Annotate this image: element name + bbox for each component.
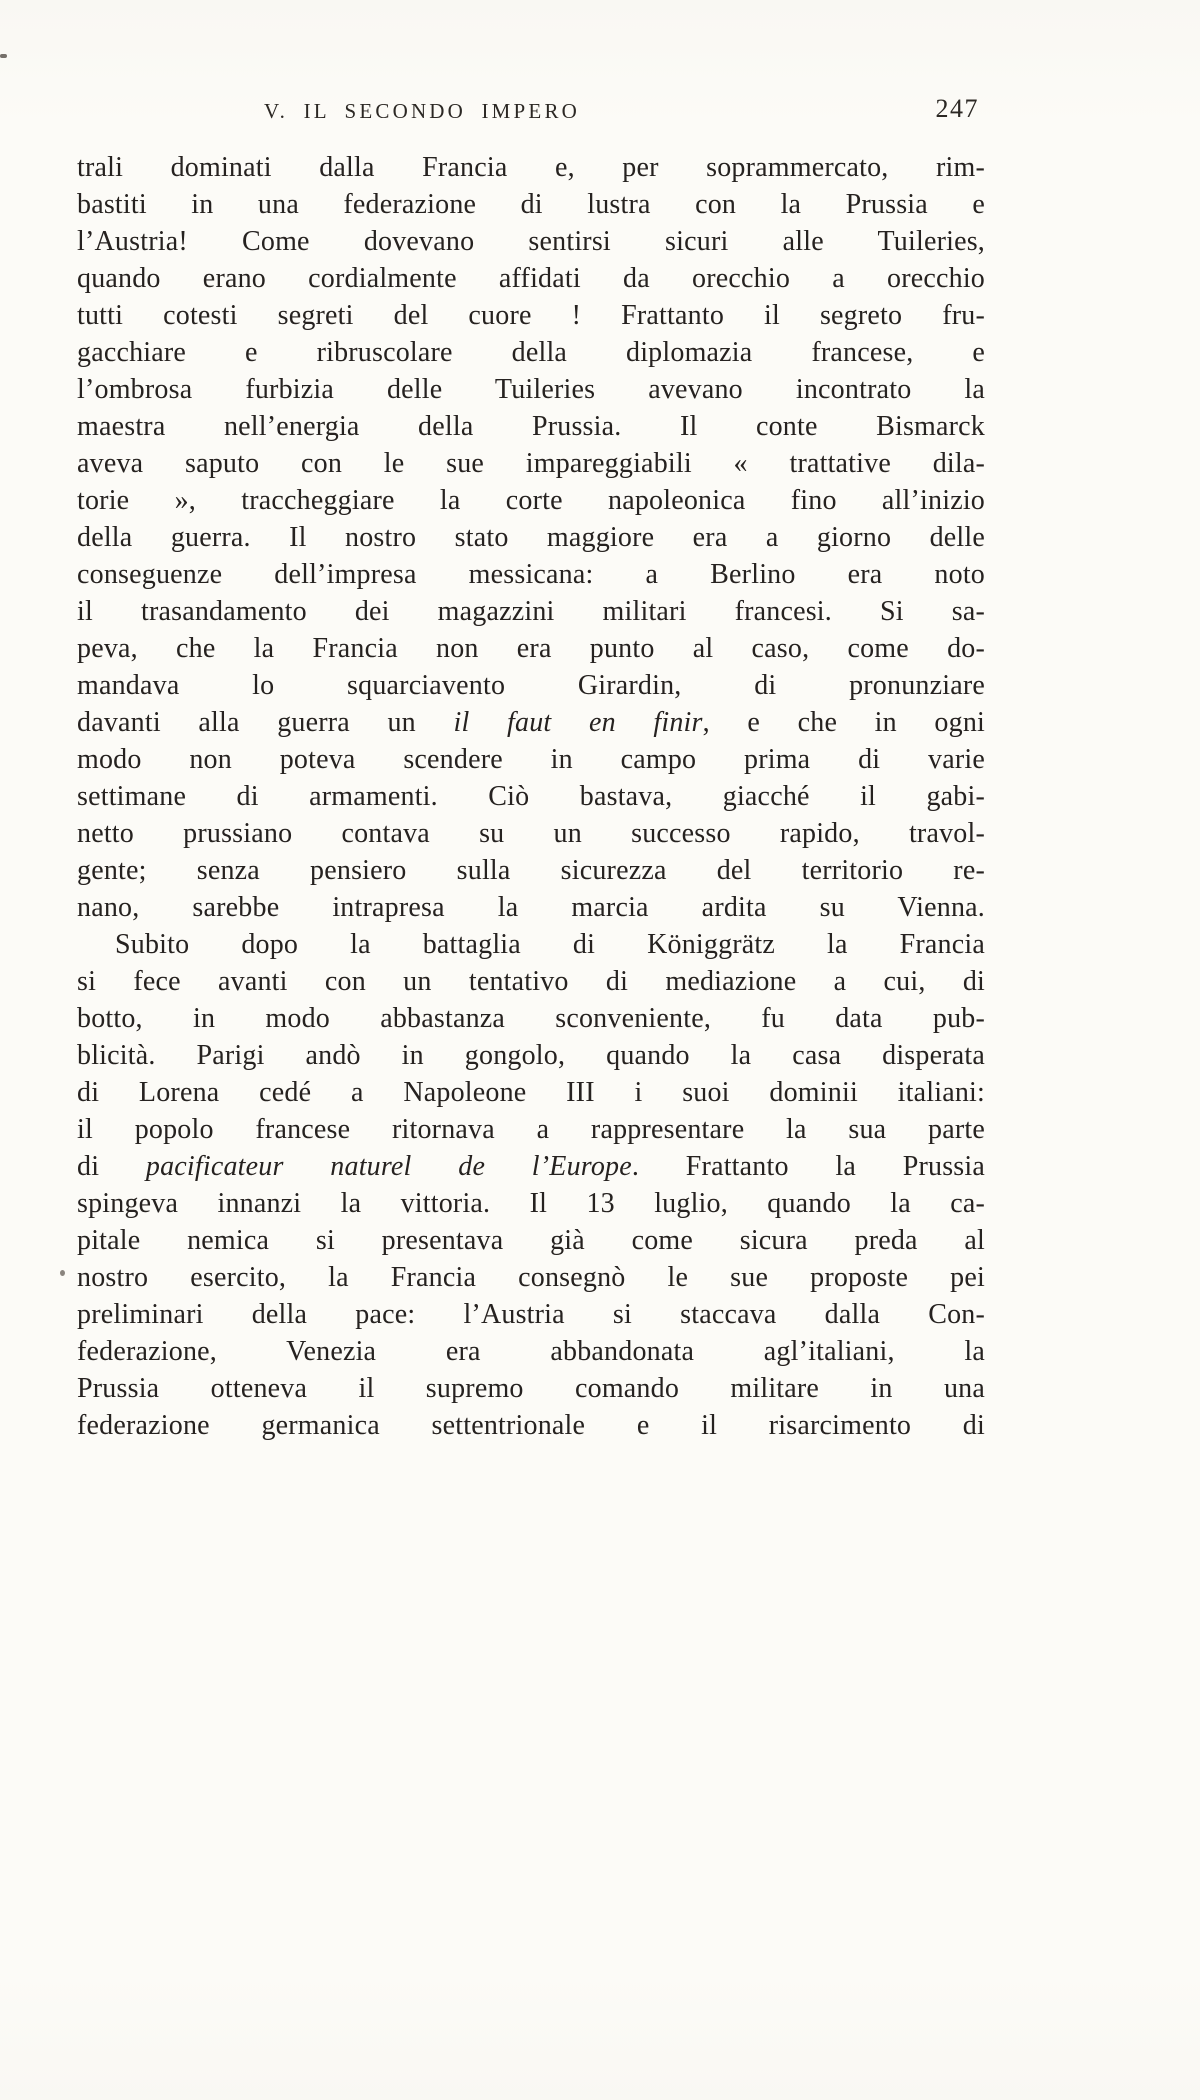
text-segment: preliminari della pace: l’Austria si staccava dalla Con- [77,1299,985,1330]
text-segment: di Lorena cedé a Napoleone III i suoi dominii italiani: [77,1077,985,1108]
text-line [77,1407,985,1444]
text-segment: federazione, Venezia era abbandonata agl’italiani, la [77,1336,985,1367]
text-line [77,334,985,371]
text-segment: si fece avanti con un tentativo di mediazione a cui, di [77,966,985,997]
text-segment: l’Austria! Come dovevano sentirsi sicuri alle Tuileries, [77,226,985,257]
text-segment: l’ombrosa furbizia delle Tuileries avevano incontrato la [77,374,985,405]
text-line [77,519,985,556]
text-segment: nostro esercito, la Francia consegnò le sue proposte pei [77,1262,985,1293]
italic-phrase: il faut en finir [453,707,703,738]
text-segment: federazione germanica settentrionale e il risarcimento di [77,1410,985,1441]
text-line [77,149,985,186]
text-line [77,260,985,297]
text-segment: il popolo francese ritornava a rappresentare la sua parte [77,1114,985,1145]
text-segment: pitale nemica si presentava già come sicura preda al [77,1225,985,1256]
text-segment: davanti alla guerra un [77,707,454,738]
text-segment: Prussia otteneva il supremo comando militare in una [77,1373,985,1404]
text-line [77,926,985,963]
text-segment: botto, in modo abbastanza sconveniente, fu data pub- [77,1003,985,1034]
text-segment: quando erano cordialmente affidati da orecchio a orecchio [77,263,985,294]
text-line [77,1037,985,1074]
text-line [77,408,985,445]
page-header [77,96,985,130]
text-segment: nano, sarebbe intrapresa la marcia ardita su Vienna. [77,892,985,923]
text-segment: gacchiare e ribruscolare della diplomazia francese, e [77,337,985,368]
scan-artifact [60,1270,65,1276]
text-line [77,186,985,223]
text-segment: modo non poteva scendere in campo prima di varie [77,744,985,775]
text-line [77,556,985,593]
text-line [77,963,985,1000]
scan-artifact [0,54,7,58]
text-line [77,1333,985,1370]
text-line [77,482,985,519]
text-line [77,1111,985,1148]
text-line [77,852,985,889]
text-segment: mandava lo squarciavento Girardin, di pronunziare [77,670,985,701]
text-segment: il trasandamento dei magazzini militari francesi. Si sa- [77,596,985,627]
text-segment: gente; senza pensiero sulla sicurezza del territorio re- [77,855,985,886]
italic-phrase: pacificateur naturel de l’Europe [145,1151,632,1182]
text-line [77,778,985,815]
text-line [77,1185,985,1222]
text-line [77,1222,985,1259]
text-line [77,1370,985,1407]
text-segment: Subito dopo la battaglia di Königgrätz la Francia [115,929,985,960]
text-line [77,371,985,408]
text-line [77,889,985,926]
text-segment: conseguenze dell’impresa messicana: a Berlino era noto [77,559,985,590]
text-segment: di [77,1151,146,1182]
text-segment: netto prussiano contava su un successo rapido, travol- [77,818,985,849]
page-number: 247 [935,94,979,123]
text-line [77,1074,985,1111]
text-segment: . Frattanto la Prussia [631,1151,985,1182]
text-line [77,704,985,741]
text-line [77,223,985,260]
text-segment: spingeva innanzi la vittoria. Il 13 luglio, quando la ca- [77,1188,985,1219]
text-segment: settimane di armamenti. Ciò bastava, giacché il gabi- [77,781,985,812]
text-line [77,630,985,667]
text-segment: bastiti in una federazione di lustra con la Prussia e [77,189,985,220]
text-line [77,667,985,704]
text-line [77,1000,985,1037]
text-line [77,297,985,334]
text-block [77,149,985,1444]
text-segment: della guerra. Il nostro stato maggiore era a giorno delle [77,522,985,553]
running-title: V. IL SECONDO IMPERO [264,99,581,123]
text-segment: trali dominati dalla Francia e, per soprammercato, rim- [77,152,985,183]
text-line [77,593,985,630]
text-segment: torie », traccheggiare la corte napoleonica fino all’inizio [77,485,985,516]
text-line [77,445,985,482]
text-line [77,1296,985,1333]
text-line [77,1148,985,1185]
text-segment: blicità. Parigi andò in gongolo, quando la casa disperata [77,1040,985,1071]
text-segment: aveva saputo con le sue impareggiabili « trattative dila- [77,448,985,479]
text-line [77,741,985,778]
text-segment: , e che in ogni [702,707,985,738]
text-segment: maestra nell’energia della Prussia. Il conte Bismarck [77,411,985,442]
text-line [77,815,985,852]
text-line [77,1259,985,1296]
text-segment: peva, che la Francia non era punto al caso, come do- [77,633,985,664]
text-segment: tutti cotesti segreti del cuore ! Frattanto il segreto fru- [77,300,985,331]
